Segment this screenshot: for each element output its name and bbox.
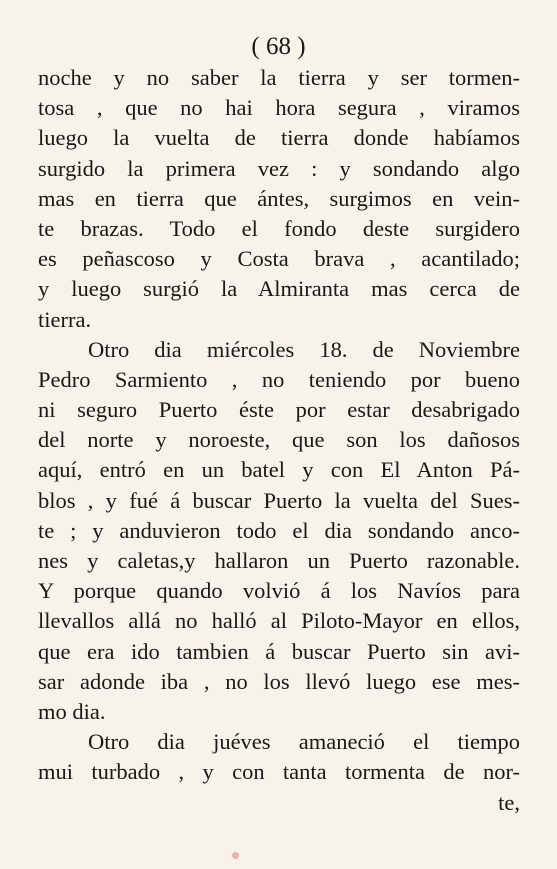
text-line: luego la vuelta de tierra donde habíamos: [38, 125, 520, 151]
text-line: Pedro Sarmiento , no teniendo por bueno: [38, 366, 520, 392]
text-line: es peñascoso y Costa brava , acantilado;: [38, 246, 520, 272]
text-line: Y porque quando volvió á los Navíos para: [38, 578, 520, 604]
ink-blot-mark: [232, 852, 239, 859]
text-line: llevallos allá no halló al Piloto-Mayor en ellos,: [38, 608, 520, 634]
text-line: mas en tierra que ántes, surgimos en vein-: [38, 185, 520, 211]
text-line: tierra.: [38, 306, 92, 332]
text-line: tosa , que no hai hora segura , viramos: [38, 95, 520, 121]
text-line: sar adonde iba , no los llevó luego ese mes-: [38, 668, 520, 694]
text-line: mo dia.: [38, 698, 106, 724]
text-line: del norte y noroeste, que son los dañosos: [38, 427, 520, 453]
text-line: y luego surgió la Almiranta mas cerca de: [38, 276, 520, 302]
body-text: [38, 63, 520, 818]
text-line: que era ido tambien á buscar Puerto sin avi-: [38, 638, 520, 664]
page-number: ( 68 ): [251, 33, 306, 60]
text-line: blos , y fué á buscar Puerto la vuelta del Sues-: [38, 487, 520, 513]
text-line: ni seguro Puerto éste por estar desabrigado: [38, 397, 520, 423]
text-line: aquí, entró en un batel y con El Anton Pá-: [38, 457, 520, 483]
catchword: te,: [498, 789, 520, 815]
text-line: mui turbado , y con tanta tormenta de nor-: [38, 759, 520, 785]
paragraph-start-line: Otro dia miércoles 18. de Noviembre: [88, 336, 520, 362]
paragraph-start-line: Otro dia juéves amaneció el tiempo: [88, 729, 520, 755]
text-line: surgido la primera vez : y sondando algo: [38, 155, 520, 181]
text-line: nes y caletas,y hallaron un Puerto razonable.: [38, 548, 520, 573]
text-line: te brazas. Todo el fondo deste surgidero: [38, 215, 520, 241]
text-line: te ; y anduvieron todo el dia sondando anco-: [38, 517, 520, 543]
text-line: noche y no saber la tierra y ser tormen-: [38, 65, 520, 90]
